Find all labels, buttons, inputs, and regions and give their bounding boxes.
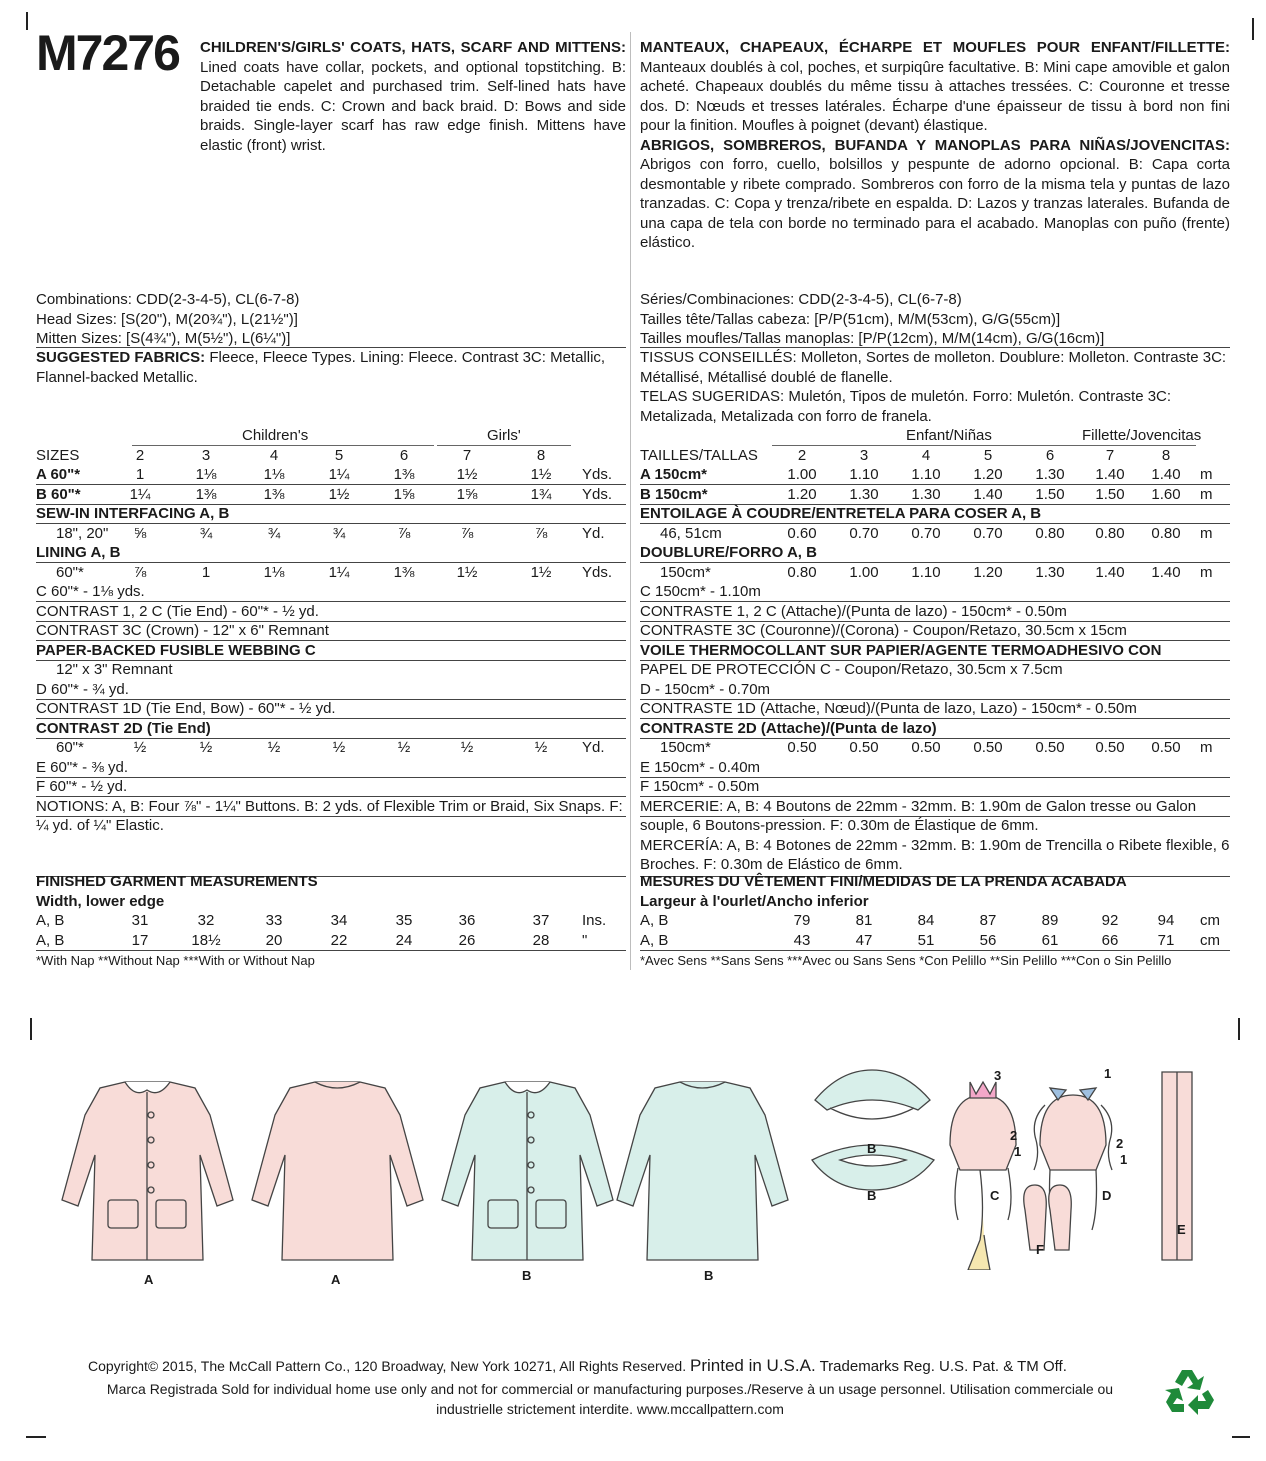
row-interfacing-cell: 0.80 xyxy=(1151,524,1181,542)
label-b-front: B xyxy=(522,1268,532,1283)
finished-row-cell: 35 xyxy=(395,912,413,929)
nap-note: *Avec Sens **Sans Sens ***Avec ou Sans Sens *Con Pelillo **Sin Pelillo ***Con o Sin Pelillo xyxy=(640,953,1172,968)
finished-row-label: A, B xyxy=(36,912,65,929)
sizes-row-cell: 4 xyxy=(269,446,279,464)
row-lining-unit: m xyxy=(1200,563,1213,581)
sizes-row-cell: 2 xyxy=(797,446,807,464)
row-d: D 60"* - ¾ yd. xyxy=(36,680,129,698)
column-divider xyxy=(630,32,631,970)
finished-row-cell: 84 xyxy=(917,912,935,929)
row-contrast-1d: CONTRASTE 1D (Attache, Nœud)/(Punta de lazo, Lazo) - 150cm* - 0.50m xyxy=(640,700,1137,717)
row-interfacing-cell: ⅞ xyxy=(534,524,548,542)
row-b-label: B 60"* xyxy=(36,485,81,503)
row-b xyxy=(640,485,1230,504)
finished-row-cell: 34 xyxy=(330,912,348,929)
finished-row-cell: 22 xyxy=(330,931,348,949)
row-contrast-1d: CONTRAST 1D (Tie End, Bow) - 60"* - ½ yd. xyxy=(36,700,336,717)
row-contrast-2d-label: 60"* xyxy=(56,739,84,756)
label-e: E xyxy=(1177,1222,1186,1237)
row-lining xyxy=(640,563,1230,582)
merceria-es: MERCERÍA: A, B: 4 Botones de 22mm - 32mm. B: 1.90m de Trencilla o Ribete flexible, 6 Broches. F: 0.30m de Elástico de 6mm. xyxy=(640,836,1230,873)
row-contrast-2d-cell: ½ xyxy=(332,739,346,756)
callout-1-d-bottom: 1 xyxy=(1120,1152,1128,1167)
mitten-sizes-fr: Tailles moufles/Tallas manoplas: [P/P(12cm), M/M(14cm), G/G(16cm)] xyxy=(640,330,1105,347)
contrast-2d-heading: CONTRAST 2D (Tie End) xyxy=(36,719,211,737)
size-group-2: Girls' xyxy=(487,427,521,444)
row-lining-cell: 1 xyxy=(201,563,211,581)
row-a-cell: 1.20 xyxy=(973,466,1003,483)
description-en-text: Lined coats have collar, pockets, and optional topstitching. B: Detachable capelet and purchased trim. Self-lined hats have braided tie ends. C: Crown and back braid. D: Bows and side braids. Single-layer scarf has raw edge finish. Mittens have elastic (front) wrist. xyxy=(200,58,626,154)
row-interfacing-cell: ⅞ xyxy=(460,524,474,542)
row-b-cell: 1.60 xyxy=(1151,485,1181,503)
sizes-row-cell: 8 xyxy=(1161,446,1171,464)
lining-heading: LINING A, B xyxy=(36,544,121,561)
row-a-label: A 150cm* xyxy=(640,466,707,483)
row-contrast-2d-cell: 0.50 xyxy=(1035,739,1065,756)
row-a-cell: 1.40 xyxy=(1151,466,1181,483)
row-b-unit: Yds. xyxy=(582,485,613,503)
sizes-row-cell: 7 xyxy=(462,446,472,464)
label-capelet-2: B xyxy=(867,1188,877,1203)
row-contrast-2d xyxy=(36,738,626,757)
finished-row-cell: 56 xyxy=(979,931,997,949)
finished-row-cell: 17 xyxy=(131,931,149,949)
row-interfacing-unit: m xyxy=(1200,524,1213,542)
finished-row-cell: 32 xyxy=(197,912,215,929)
coat-a-front xyxy=(62,1082,233,1260)
sizes-row-cell: 7 xyxy=(1105,446,1115,464)
combinations-en: Combinations: CDD(2-3-4-5), CL(6-7-8) xyxy=(36,291,300,308)
contrast-2d-heading: CONTRASTE 2D (Attache)/(Punta de lazo) xyxy=(640,719,937,737)
row-interfacing-cell: ⅝ xyxy=(133,524,147,542)
finished-row-cell: 24 xyxy=(395,931,413,949)
row-b-cell: 1⅝ xyxy=(393,485,415,503)
row-interfacing-unit: Yd. xyxy=(582,524,605,542)
row-lining-cell: 1½ xyxy=(530,563,552,581)
row-b-cell: 1¾ xyxy=(530,485,552,503)
finished-row-cell: 94 xyxy=(1157,912,1175,929)
webbing-heading: PAPER-BACKED FUSIBLE WEBBING C xyxy=(36,641,316,659)
row-contrast-3c: CONTRASTE 3C (Couronne)/(Corona) - Coupon/Retazo, 30.5cm x 15cm xyxy=(640,622,1127,639)
head-sizes-fr: Tailles tête/Tallas cabeza: [P/P(51cm), M/M(53cm), G/G(55cm)] xyxy=(640,310,1061,328)
finished-row-unit: cm xyxy=(1200,912,1220,929)
lining-heading: DOUBLURE/FORRO A, B xyxy=(640,544,817,561)
crop-mark xyxy=(30,1018,32,1040)
row-webbing: 12" x 3" Remnant xyxy=(56,661,173,678)
finished-row-cell: 81 xyxy=(855,912,873,929)
row-lining-cell: 1.40 xyxy=(1095,563,1125,581)
rule xyxy=(640,950,1230,951)
row-interfacing-cell: ¾ xyxy=(332,524,346,542)
row-a-cell: 1½ xyxy=(530,466,552,483)
row-b-unit: m xyxy=(1200,485,1213,503)
finished-subheading: Largeur à l'ourlet/Ancho inferior xyxy=(640,892,869,910)
description-fr: Manteaux doublés à col, poches, et surpiqûre facultative. B: Mini cape amovible et galon acheté. Chapeaux doublés du même tissu à attaches tressées. C: Couronne et tresse dos. D: Nœuds et tresses latérales. Écharpe d'une épaisseur de tissu à bord non fini pour la finition. Moufles à poignet (devant) élastique. xyxy=(640,58,1230,134)
row-contrast-2d xyxy=(640,738,1230,757)
row-contrast-2d-cell: ½ xyxy=(397,739,411,756)
fabrics-label-en: SUGGESTED FABRICS: xyxy=(36,349,206,366)
callout-2-d: 2 xyxy=(1116,1136,1124,1151)
sizes-row-cell: 2 xyxy=(135,446,145,464)
webbing-heading: VOILE THERMOCOLLANT SUR PAPIER/AGENTE TERMOADHESIVO CON xyxy=(640,641,1162,659)
row-b-cell: 1⅜ xyxy=(195,485,217,503)
sizes-block-fr xyxy=(640,290,1230,349)
row-a-cell: 1.00 xyxy=(787,466,817,483)
row-interfacing-cell: 0.80 xyxy=(1035,524,1065,542)
row-lining-cell: 1⅜ xyxy=(393,563,415,581)
row-b-cell: 1.50 xyxy=(1035,485,1065,503)
finished-row-cell: 47 xyxy=(855,931,873,949)
row-f: F 150cm* - 0.50m xyxy=(640,778,760,795)
row-webbing: PAPEL DE PROTECCIÓN C - Coupon/Retazo, 30.5cm x 7.5cm xyxy=(640,661,1063,678)
row-lining-cell: ⅞ xyxy=(133,563,147,581)
finished-row-cell: 33 xyxy=(265,912,283,929)
interfacing-heading: SEW-IN INTERFACING A, B xyxy=(36,505,230,522)
label-b-back: B xyxy=(704,1268,714,1283)
sizes-row-cell: 3 xyxy=(859,446,869,464)
row-contrast-12c: CONTRAST 1, 2 C (Tie End) - 60"* - ½ yd. xyxy=(36,602,319,620)
size-group-header xyxy=(640,426,1230,445)
finished-row-label: A, B xyxy=(640,912,669,929)
row-contrast-2d-cell: 0.50 xyxy=(973,739,1003,756)
row-b-cell: 1½ xyxy=(328,485,350,503)
finished-row-unit: Ins. xyxy=(582,912,607,929)
row-a-cell: 1⅛ xyxy=(263,466,285,483)
finished-row xyxy=(36,931,626,950)
row-a-cell: 1¼ xyxy=(328,466,350,483)
row-interfacing-cell: ⅞ xyxy=(397,524,411,542)
row-b-cell: 1.30 xyxy=(849,485,879,503)
sizes-row xyxy=(640,446,1230,465)
row-b-label: B 150cm* xyxy=(640,485,708,503)
row-interfacing-cell: 0.70 xyxy=(973,524,1003,542)
callout-3: 3 xyxy=(994,1068,1002,1083)
sizes-row-label: SIZES xyxy=(36,446,80,464)
crop-mark xyxy=(26,1436,46,1438)
crop-mark xyxy=(1232,1436,1250,1438)
nap-note: *With Nap **Without Nap ***With or Without Nap xyxy=(36,953,315,968)
row-b-cell: 1.20 xyxy=(787,485,817,503)
description-en xyxy=(200,38,626,155)
sizes-row xyxy=(36,446,626,465)
size-group-2: Fillette/Jovencitas xyxy=(1082,427,1202,444)
yardage-table-fr xyxy=(640,426,1230,976)
row-interfacing-cell: 0.60 xyxy=(787,524,817,542)
row-interfacing xyxy=(640,524,1230,543)
finished-subheading: Width, lower edge xyxy=(36,892,165,910)
row-e: E 60"* - ⅜ yd. xyxy=(36,758,129,776)
finished-row xyxy=(640,931,1230,950)
row-interfacing-cell: 0.80 xyxy=(1095,524,1125,542)
head-sizes-en: Head Sizes: [S(20"), M(20¾"), L(21½")] xyxy=(36,310,298,328)
trademarks-text: Trademarks Reg. U.S. Pat. & TM Off. xyxy=(819,1358,1067,1375)
row-a-cell: 1 xyxy=(135,466,145,483)
finished-row-cell: 37 xyxy=(532,912,550,929)
pattern-number: M7276 xyxy=(36,25,179,81)
row-b-cell: 1⅜ xyxy=(263,485,285,503)
row-lining-label: 60"* xyxy=(56,563,84,581)
sizes-row-label: TAILLES/TALLAS xyxy=(640,446,758,464)
row-contrast-2d-cell: ½ xyxy=(133,739,147,756)
finished-row-label: A, B xyxy=(640,931,669,949)
title-es: ABRIGOS, SOMBREROS, BUFANDA Y MANOPLAS PARA NIÑAS/JOVENCITAS: xyxy=(640,136,1230,154)
row-lining-cell: 1.30 xyxy=(1035,563,1065,581)
row-contrast-2d-cell: ½ xyxy=(199,739,213,756)
sizes-row-cell: 6 xyxy=(399,446,409,464)
crop-mark xyxy=(26,12,28,30)
row-contrast-2d-cell: 0.50 xyxy=(787,739,817,756)
finished-row-cell: 43 xyxy=(793,931,811,949)
row-a-cell: 1½ xyxy=(456,466,478,483)
row-contrast-2d-unit: Yd. xyxy=(582,739,605,756)
coat-b-front xyxy=(442,1082,613,1260)
row-lining-cell: 1.00 xyxy=(849,563,879,581)
interfacing-heading: ENTOILAGE À COUDRE/ENTRETELA PARA COSER A, B xyxy=(640,505,1042,522)
recycle-icon xyxy=(1162,1366,1218,1418)
row-interfacing-cell: ¾ xyxy=(199,524,213,542)
finished-row-cell: 26 xyxy=(458,931,476,949)
finished-row-cell: 92 xyxy=(1101,912,1119,929)
crop-mark xyxy=(1252,18,1254,40)
row-contrast-2d-cell: 0.50 xyxy=(1095,739,1125,756)
row-a xyxy=(36,465,626,484)
row-a-unit: m xyxy=(1200,466,1213,483)
finished-row-cell: 31 xyxy=(131,912,149,929)
finished-row-cell: 20 xyxy=(265,931,283,949)
row-a-cell: 1⅜ xyxy=(393,466,415,483)
size-group-1: Children's xyxy=(242,427,309,444)
title-en: CHILDREN'S/GIRLS' COATS, HATS, SCARF AND MITTENS: xyxy=(200,39,626,56)
footer-line-2: Marca Registrada Sold for individual home use only and not for commercial or manufacturing purposes./Reserve à un usage personnel. Utilisation commerciale ou xyxy=(106,1381,1114,1397)
finished-row-cell: 89 xyxy=(1041,912,1059,929)
row-interfacing-cell: 0.70 xyxy=(911,524,941,542)
yardage-table-en xyxy=(36,426,626,976)
size-group-1: Enfant/Niñas xyxy=(906,427,992,444)
row-contrast-2d-cell: ½ xyxy=(534,739,548,756)
row-contrast-2d-cell: ½ xyxy=(267,739,281,756)
row-contrast-2d-unit: m xyxy=(1200,739,1213,756)
row-b-cell: 1.40 xyxy=(973,485,1003,503)
row-lining-cell: 1½ xyxy=(456,563,478,581)
finished-row xyxy=(640,911,1230,930)
row-a-cell: 1⅛ xyxy=(195,466,217,483)
printed-in: Printed in U.S.A. xyxy=(690,1356,816,1375)
callout-1-d: 1 xyxy=(1104,1066,1112,1081)
label-c: C xyxy=(990,1188,1000,1203)
row-contrast-3c: CONTRAST 3C (Crown) - 12" x 6" Remnant xyxy=(36,622,329,639)
row-contrast-2d-cell: ½ xyxy=(460,739,474,756)
row-a-label: A 60"* xyxy=(36,466,81,483)
row-interfacing-cell: 0.70 xyxy=(849,524,879,542)
coat-a-back xyxy=(252,1082,423,1260)
row-contrast-2d-cell: 0.50 xyxy=(1151,739,1181,756)
finished-row xyxy=(36,911,626,930)
mittens-f xyxy=(1024,1185,1072,1250)
row-a-cell: 1.10 xyxy=(911,466,941,483)
sizes-row-cell: 5 xyxy=(334,446,344,464)
finished-row-unit: " xyxy=(582,931,588,949)
callout-1: 1 xyxy=(1014,1144,1022,1159)
description-es: Abrigos con forro, cuello, bolsillos y pespunte de adorno opcional. B: Capa corta desmontable y ribete comprado. Sombreros con forro de la misma tela y puntas de lazo tranzadas. C: Copa y trenza/ribete en espalda. D: Lazos y tranzas laterales. Bufanda de una capa de tela con borde no terminado para el acabado. Manoplas con puño (frente) elástico. xyxy=(640,156,1230,251)
mercerie-fr: MERCERIE: A, B: 4 Boutons de 22mm - 32mm. B: 1.90m de Galon tresse ou Galon souple, 6 Boutons-pression. F: 0.30m de Élastique de 6mm. xyxy=(640,797,1197,834)
row-a-cell: 1.30 xyxy=(1035,466,1065,483)
sizes-row-cell: 8 xyxy=(536,446,546,464)
description-fr-es xyxy=(640,38,1230,253)
row-contrast-2d-label: 150cm* xyxy=(660,739,711,756)
row-f: F 60"* - ½ yd. xyxy=(36,778,128,795)
row-b-cell: 1⅝ xyxy=(456,485,478,503)
copyright-text: Copyright© 2015, The McCall Pattern Co., 120 Broadway, New York 10271, All Rights Reserved. xyxy=(88,1358,687,1374)
fabrics-es: TELAS SUGERIDAS: Muletón, Tipos de muletón. Forro: Muletón. Contraste 3C: Metalizada, Metalizada con forro de franela. xyxy=(640,388,1172,425)
row-a xyxy=(640,465,1230,484)
footer-line-1 xyxy=(88,1357,1168,1375)
row-b-cell: 1.30 xyxy=(911,485,941,503)
row-contrast-2d-cell: 0.50 xyxy=(849,739,879,756)
row-a-cell: 1.40 xyxy=(1095,466,1125,483)
title-fr: MANTEAUX, CHAPEAUX, ÉCHARPE ET MOUFLES POUR ENFANT/FILLETTE: xyxy=(640,39,1230,56)
row-a-unit: Yds. xyxy=(582,466,613,483)
row-contrast-12c: CONTRASTE 1, 2 C (Attache)/(Punta de lazo) - 150cm* - 0.50m xyxy=(640,602,1067,620)
row-interfacing-label: 18", 20" xyxy=(56,524,109,542)
row-b xyxy=(36,485,626,504)
sizes-row-cell: 5 xyxy=(983,446,993,464)
row-lining xyxy=(36,563,626,582)
fabrics-fr-es xyxy=(640,348,1230,426)
capelet-b xyxy=(812,1070,934,1190)
fabrics-fr: TISSUS CONSEILLÉS: Molleton, Sortes de molleton. Doublure: Molleton. Contraste 3C: Métallisé, Métallisé doublé de flanelle. xyxy=(640,349,1227,386)
label-a-front: A xyxy=(144,1272,154,1287)
row-interfacing xyxy=(36,524,626,543)
finished-row-cell: 28 xyxy=(532,931,550,949)
sizes-row-cell: 6 xyxy=(1045,446,1055,464)
sizes-row-cell: 4 xyxy=(921,446,931,464)
label-capelet-1: B xyxy=(867,1141,877,1156)
finished-heading: MESURES DU VÊTEMENT FINI/MEDIDAS DE LA PRENDA ACABADA xyxy=(640,873,1127,890)
row-interfacing-cell: ¾ xyxy=(267,524,281,542)
notions-en: NOTIONS: A, B: Four ⅞" - 1¼" Buttons. B: 2 yds. of Flexible Trim or Braid, Six Snaps. F: ¼ yd. of ¼" Elastic. xyxy=(36,797,623,834)
size-group-header xyxy=(36,426,626,445)
row-e: E 150cm* - 0.40m xyxy=(640,758,761,776)
finished-row-cell: 71 xyxy=(1157,931,1175,949)
combinations-fr: Séries/Combinaciones: CDD(2-3-4-5), CL(6-7-8) xyxy=(640,291,962,308)
row-c: C 150cm* - 1.10m xyxy=(640,583,761,600)
finished-heading: FINISHED GARMENT MEASUREMENTS xyxy=(36,873,318,890)
row-lining-cell: 1.40 xyxy=(1151,563,1181,581)
row-c: C 60"* - 1⅛ yds. xyxy=(36,583,145,600)
finished-row-cell: 87 xyxy=(979,912,997,929)
row-interfacing-label: 46, 51cm xyxy=(660,524,722,542)
finished-row-unit: cm xyxy=(1200,931,1220,949)
finished-row-cell: 36 xyxy=(458,912,476,929)
label-f: F xyxy=(1036,1242,1044,1257)
row-lining-cell: 1.20 xyxy=(973,563,1003,581)
row-lining-cell: 1¼ xyxy=(328,563,350,581)
finished-row-cell: 79 xyxy=(793,912,811,929)
hat-c xyxy=(950,1082,1016,1270)
mitten-sizes-en: Mitten Sizes: [S(4¾"), M(5½"), L(6¼")] xyxy=(36,330,291,347)
row-lining-cell: 1.10 xyxy=(911,563,941,581)
crop-mark xyxy=(1238,1018,1240,1040)
callout-2: 2 xyxy=(1010,1128,1018,1143)
fabrics-text-en: Fleece, Fleece Types. Lining: Fleece. Contrast 3C: Metallic, Flannel-backed Metallic. xyxy=(36,349,606,386)
label-d: D xyxy=(1102,1188,1112,1203)
row-a-cell: 1.10 xyxy=(849,466,879,483)
finished-row-cell: 51 xyxy=(917,931,935,949)
finished-row-cell: 66 xyxy=(1101,931,1119,949)
garment-illustrations xyxy=(40,1060,1240,1270)
label-a-back: A xyxy=(331,1272,341,1287)
row-lining-cell: 1⅛ xyxy=(263,563,285,581)
finished-row-label: A, B xyxy=(36,931,65,949)
row-lining-cell: 0.80 xyxy=(787,563,817,581)
fabrics-en xyxy=(36,348,626,387)
finished-row-cell: 18½ xyxy=(191,931,221,949)
row-b-cell: 1.50 xyxy=(1095,485,1125,503)
rule xyxy=(36,950,626,951)
coat-b-back xyxy=(617,1082,788,1260)
row-contrast-2d-cell: 0.50 xyxy=(911,739,941,756)
row-lining-unit: Yds. xyxy=(582,563,613,581)
sizes-block-en xyxy=(36,290,626,349)
footer-line-3: industrielle strictement interdite. www.mccallpattern.com xyxy=(436,1401,784,1417)
row-b-cell: 1¼ xyxy=(129,485,151,503)
sizes-row-cell: 3 xyxy=(201,446,211,464)
row-d: D - 150cm* - 0.70m xyxy=(640,680,771,698)
finished-row-cell: 61 xyxy=(1041,931,1059,949)
row-lining-label: 150cm* xyxy=(660,563,711,581)
